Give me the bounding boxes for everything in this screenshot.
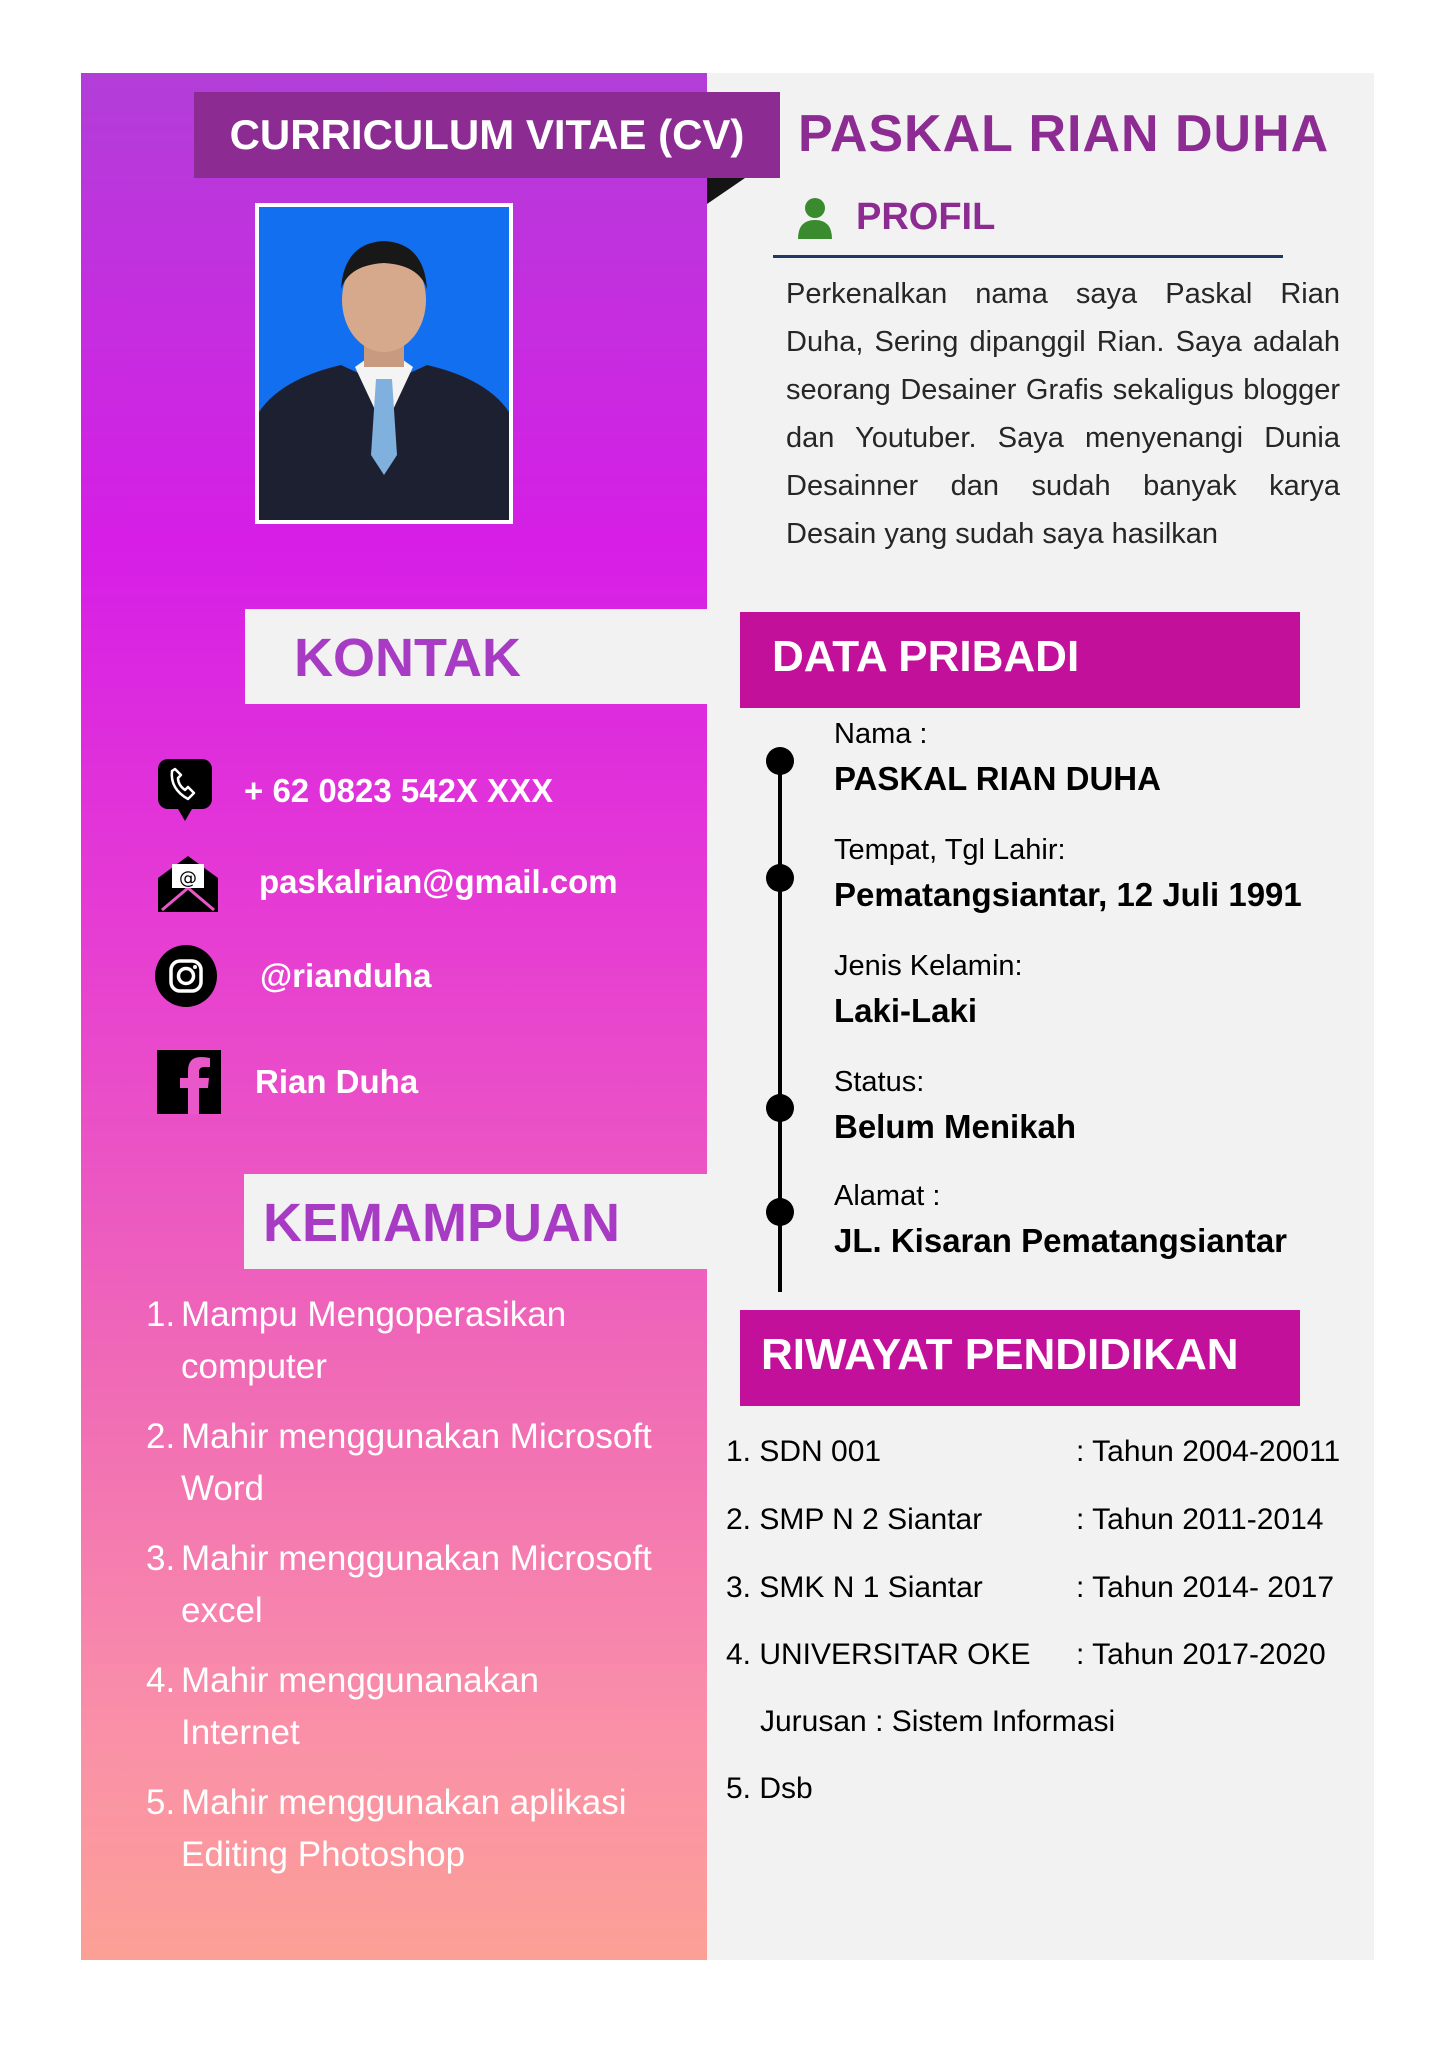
svg-text:@: @ <box>179 868 197 889</box>
timeline-dot <box>766 747 794 775</box>
list-item: 1. Mampu Mengoperasikan computer <box>146 1295 567 1386</box>
timeline-dot <box>766 1198 794 1226</box>
alamat-value: JL. Kisaran Pematangsiantar <box>834 1222 1288 1259</box>
gender-label: Jenis Kelamin: <box>834 950 1023 982</box>
data-pribadi-heading: DATA PRIBADI <box>740 612 1300 708</box>
list-item: 1. SDN 001 : Tahun 2004-20011 <box>726 1435 1341 1468</box>
ttl-value: Pematangsiantar, 12 Juli 1991 <box>834 876 1302 913</box>
email-row <box>156 850 618 914</box>
full-name-heading: PASKAL RIAN DUHA <box>798 105 1330 163</box>
instagram-row <box>154 944 432 1008</box>
instagram-icon <box>154 944 218 1008</box>
person-icon <box>796 197 834 239</box>
title-fold-decoration <box>707 178 745 204</box>
phone-number: + 62 0823 542X XXX <box>244 772 554 809</box>
instagram-handle: @rianduha <box>260 957 432 994</box>
email-icon <box>156 850 220 914</box>
facebook-name: Rian Duha <box>255 1063 419 1100</box>
nama-value: PASKAL RIAN DUHA <box>834 760 1161 797</box>
phone-row <box>156 757 553 825</box>
profil-heading: PROFIL <box>856 196 996 238</box>
profil-header <box>796 196 995 239</box>
timeline-dot <box>766 864 794 892</box>
list-item: 2. SMP N 2 Siantar : Tahun 2011-2014 <box>726 1503 1324 1536</box>
list-item: 4. UNIVERSITAR OKE : Tahun 2017-2020 <box>726 1638 1326 1671</box>
timeline-dot <box>766 1094 794 1122</box>
list-item: 3. SMK N 1 Siantar : Tahun 2014- 2017 <box>726 1571 1335 1604</box>
list-item: 5. Mahir menggunakan aplikasi Editing Photoshop <box>146 1783 627 1874</box>
profil-divider <box>773 255 1283 258</box>
gender-value: Laki-Laki <box>834 992 978 1029</box>
profil-text: Perkenalkan nama saya Paskal Rian Duha, Sering dipanggil Rian. Saya adalah seorang Desainer Grafis sekaligus blogger dan Youtuber. Saya menyenangi Dunia Desainner dan sudah banyak karya Desain yang sudah saya hasilkan <box>786 278 1340 550</box>
facebook-icon <box>157 1050 221 1114</box>
skills-list <box>146 1289 666 1899</box>
status-label: Status: <box>834 1066 925 1098</box>
nama-label: Nama : <box>834 718 928 750</box>
pendidikan-heading: RIWAYAT PENDIDIKAN <box>740 1310 1300 1406</box>
ttl-label: Tempat, Tgl Lahir: <box>834 834 1066 866</box>
profile-photo <box>255 203 513 524</box>
jurusan-text: Jurusan : Sistem Informasi <box>760 1705 1116 1738</box>
list-item: 4. Mahir menggunanakan Internet <box>146 1661 540 1752</box>
list-item: 3. Mahir menggunakan Microsoft excel <box>146 1539 652 1630</box>
phone-icon <box>156 757 214 825</box>
document-title: CURRICULUM VITAE (CV) <box>194 92 780 178</box>
alamat-label: Alamat : <box>834 1180 941 1212</box>
kontak-heading: KONTAK <box>245 609 707 704</box>
list-item: 2. Mahir menggunakan Microsoft Word <box>146 1417 652 1508</box>
status-value: Belum Menikah <box>834 1108 1077 1145</box>
list-item: 5. Dsb <box>726 1772 813 1805</box>
email-address: paskalrian@gmail.com <box>259 863 618 900</box>
facebook-row <box>157 1050 418 1114</box>
kemampuan-heading: KEMAMPUAN <box>244 1174 707 1269</box>
